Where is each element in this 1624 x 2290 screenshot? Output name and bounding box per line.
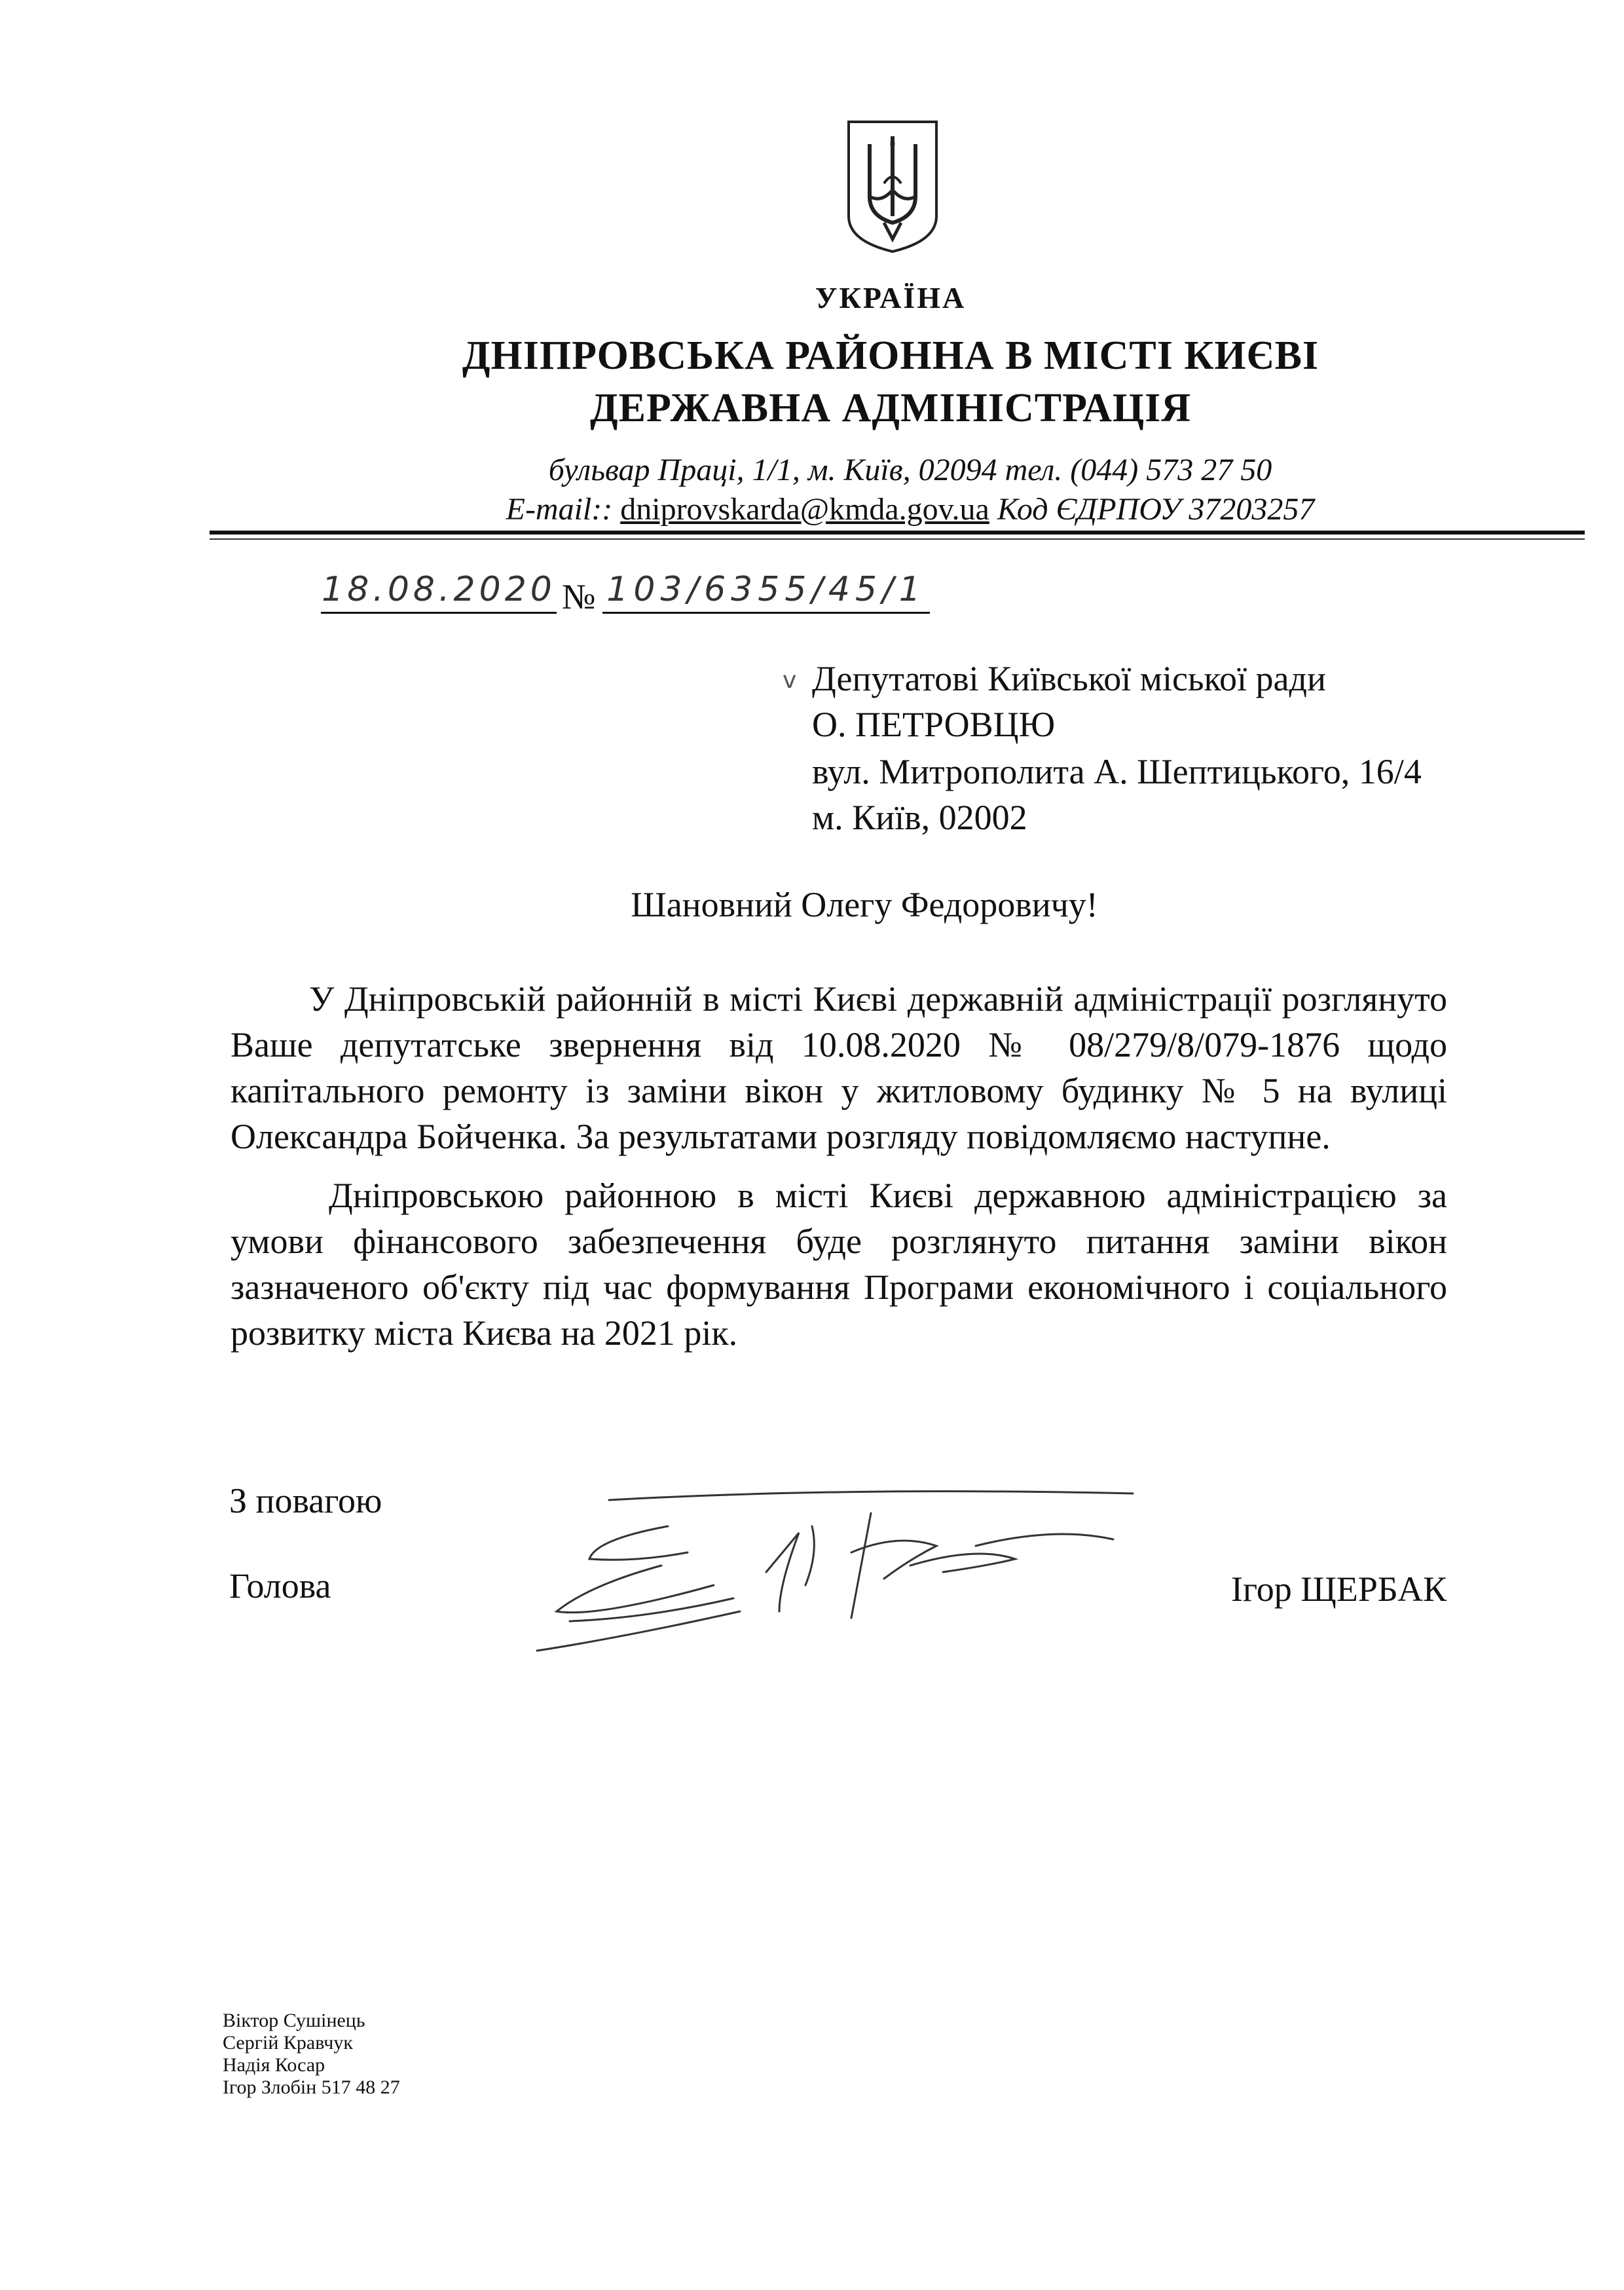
executor-line: Сергій Кравчук xyxy=(223,2032,353,2054)
organization-name-line1: ДНІПРОВСЬКА РАЙОННА В МІСТІ КИЄВІ xyxy=(462,333,1320,378)
letterhead-divider-thin xyxy=(210,538,1585,540)
check-mark: v xyxy=(783,667,797,694)
addressee-name: О. ПЕТРОВЦЮ xyxy=(812,705,1056,744)
postal-address: бульвар Праці, 1/1, м. Київ, 02094 тел. (044) 573 27 50 xyxy=(548,453,1272,487)
email-label: E-mail:: xyxy=(506,492,613,527)
registration-number: 103/6355/45/1 xyxy=(602,570,930,614)
handwritten-signature xyxy=(517,1487,1146,1664)
signer-name: Ігор ЩЕРБАК xyxy=(1231,1569,1447,1609)
organization-name-line2: ДЕРЖАВНА АДМІНІСТРАЦІЯ xyxy=(589,386,1192,430)
coat-of-arms-icon xyxy=(843,118,942,255)
contact-line xyxy=(98,491,1624,527)
executor-line: Надія Косар xyxy=(223,2054,325,2076)
executor-line: Віктор Сушінець xyxy=(223,2010,365,2031)
body-paragraph-2: Дніпровською районною в місті Києві державною адміністрацією за умови фінансового забезпечення буде розглянуто питання заміни вікон зазначеного об'єкту під час формування Програми економічного і соціального розвитку міста Києва на 2021 рік. xyxy=(231,1176,1447,1353)
body-paragraph-1: У Дніпровській районній в місті Києві державній адміністрації розглянуто Ваше депутатське звернення від 10.08.2020 № 08/279/8/079-1876 щодо капітального ремонту із заміни вікон у житловому будинку № 5 на вулиці Олександра Бойченка. За результатами розгляду повідомляємо наступне. xyxy=(231,979,1447,1156)
country-name: УКРАЇНА xyxy=(815,281,967,314)
registration-date: 18.08.2020 xyxy=(321,570,557,614)
addressee-street: вул. Митрополита А. Шептицького, 16/4 xyxy=(812,752,1422,791)
registration-number-sign: № xyxy=(562,577,596,616)
letterhead-divider xyxy=(210,531,1585,535)
email-link[interactable]: dniprovskarda@kmda.gov.ua xyxy=(620,492,989,527)
addressee-city: м. Київ, 02002 xyxy=(812,798,1027,837)
edrpou-code: Код ЄДРПОУ 37203257 xyxy=(997,492,1315,527)
addressee-title: Депутатові Київської міської ради xyxy=(812,659,1326,698)
closing-regards: З повагою xyxy=(229,1481,382,1520)
executor-line: Ігор Злобін 517 48 27 xyxy=(223,2076,400,2098)
salutation: Шановний Олегу Федоровичу! xyxy=(631,885,1098,924)
signer-position: Голова xyxy=(229,1566,331,1605)
